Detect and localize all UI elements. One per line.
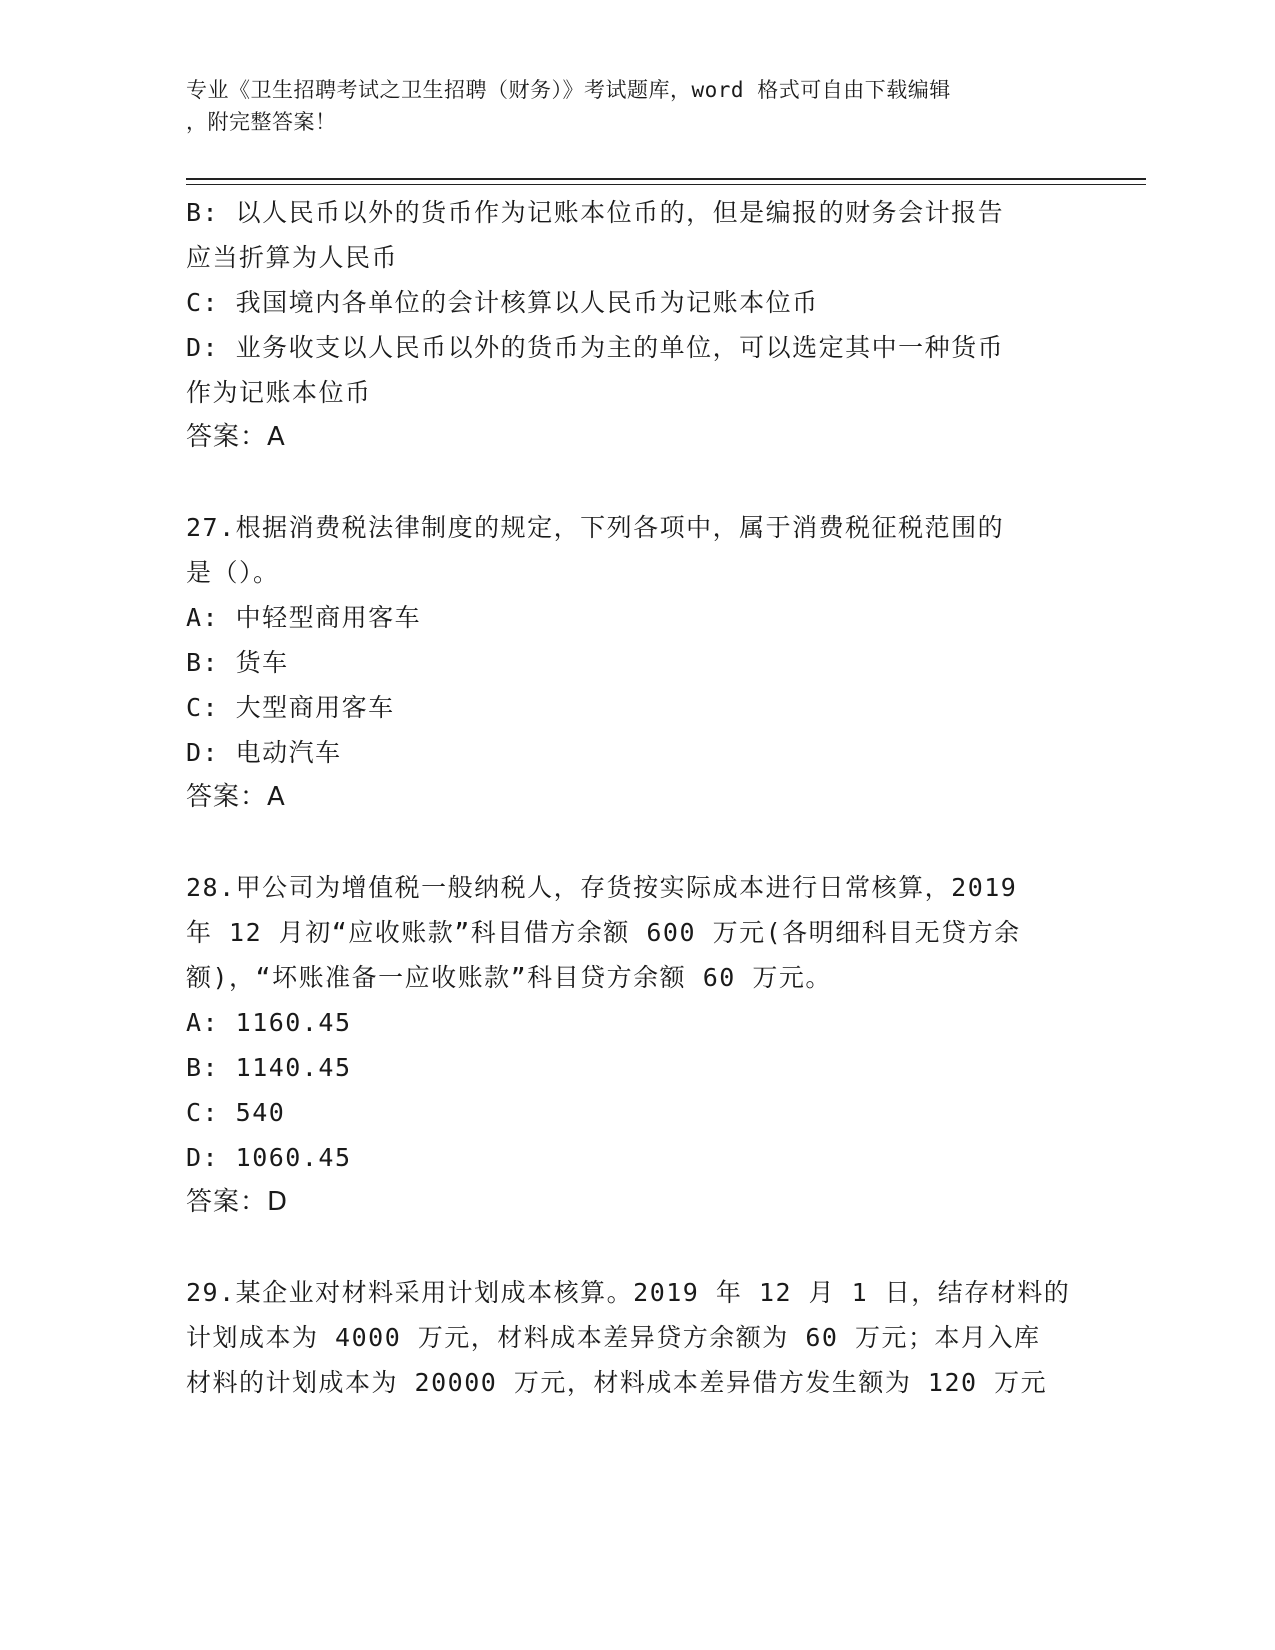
- answer: 答案：A: [186, 422, 286, 452]
- question-stem-line-2: 计划成本为 4000 万元，材料成本差异贷方余额为 60 万元；本月入库: [186, 1323, 1041, 1352]
- question-29: [186, 1270, 1086, 1405]
- question-28: [186, 865, 1086, 1225]
- spacer: [186, 1225, 1086, 1270]
- question-27: [186, 505, 1086, 820]
- question-stem-line-2: 是（）。: [186, 558, 280, 587]
- spacer: [186, 820, 1086, 865]
- header-line-2: ，附完整答案！: [186, 110, 337, 134]
- answer: 答案：D: [186, 1187, 289, 1217]
- option-c: C: 540: [186, 1098, 286, 1127]
- option-b: B: 1140.45: [186, 1053, 352, 1082]
- header-line-1: 专业《卫生招聘考试之卫生招聘（财务）》考试题库，word 格式可自由下载编辑: [186, 78, 951, 102]
- header-rule-thick: [186, 178, 1146, 180]
- question-stem-line-2: 年 12 月初“应收账款”科目借方余额 600 万元(各明细科目无贷方余: [186, 918, 1021, 947]
- option-b-line-2: 应当折算为人民币: [186, 243, 399, 272]
- question-stem-line-1: 29.某企业对材料采用计划成本核算。2019 年 12 月 1 日，结存材料的: [186, 1278, 1071, 1307]
- answer: 答案：A: [186, 782, 286, 812]
- option-a: A: 1160.45: [186, 1008, 352, 1037]
- option-c: C: 大型商用客车: [186, 693, 395, 722]
- option-d-line-1: D: 业务收支以人民币以外的货币为主的单位，可以选定其中一种货币: [186, 333, 1005, 362]
- option-a: A: 中轻型商用客车: [186, 603, 422, 632]
- header-rule-thin: [186, 184, 1146, 185]
- spacer: [186, 460, 1086, 505]
- option-d-line-2: 作为记账本位币: [186, 378, 372, 407]
- option-b: B: 货车: [186, 648, 289, 677]
- page-header: [186, 74, 1066, 138]
- question-stem-line-1: 28.甲公司为增值税一般纳税人，存货按实际成本进行日常核算，2019: [186, 873, 1018, 902]
- option-d: D: 1060.45: [186, 1143, 352, 1172]
- option-b-line-1: B: 以人民币以外的货币作为记账本位币的，但是编报的财务会计报告: [186, 198, 1005, 227]
- document-body: [186, 190, 1086, 1405]
- option-d: D: 电动汽车: [186, 738, 342, 767]
- question-stem-line-3: 额)，“坏账准备一应收账款”科目贷方余额 60 万元。: [186, 963, 832, 992]
- question-stem-line-1: 27.根据消费税法律制度的规定，下列各项中，属于消费税征税范围的: [186, 513, 1005, 542]
- option-c: C: 我国境内各单位的会计核算以人民币为记账本位币: [186, 288, 819, 317]
- question-stem-line-3: 材料的计划成本为 20000 万元，材料成本差异借方发生额为 120 万元: [186, 1368, 1048, 1397]
- question-26-continued: [186, 190, 1086, 460]
